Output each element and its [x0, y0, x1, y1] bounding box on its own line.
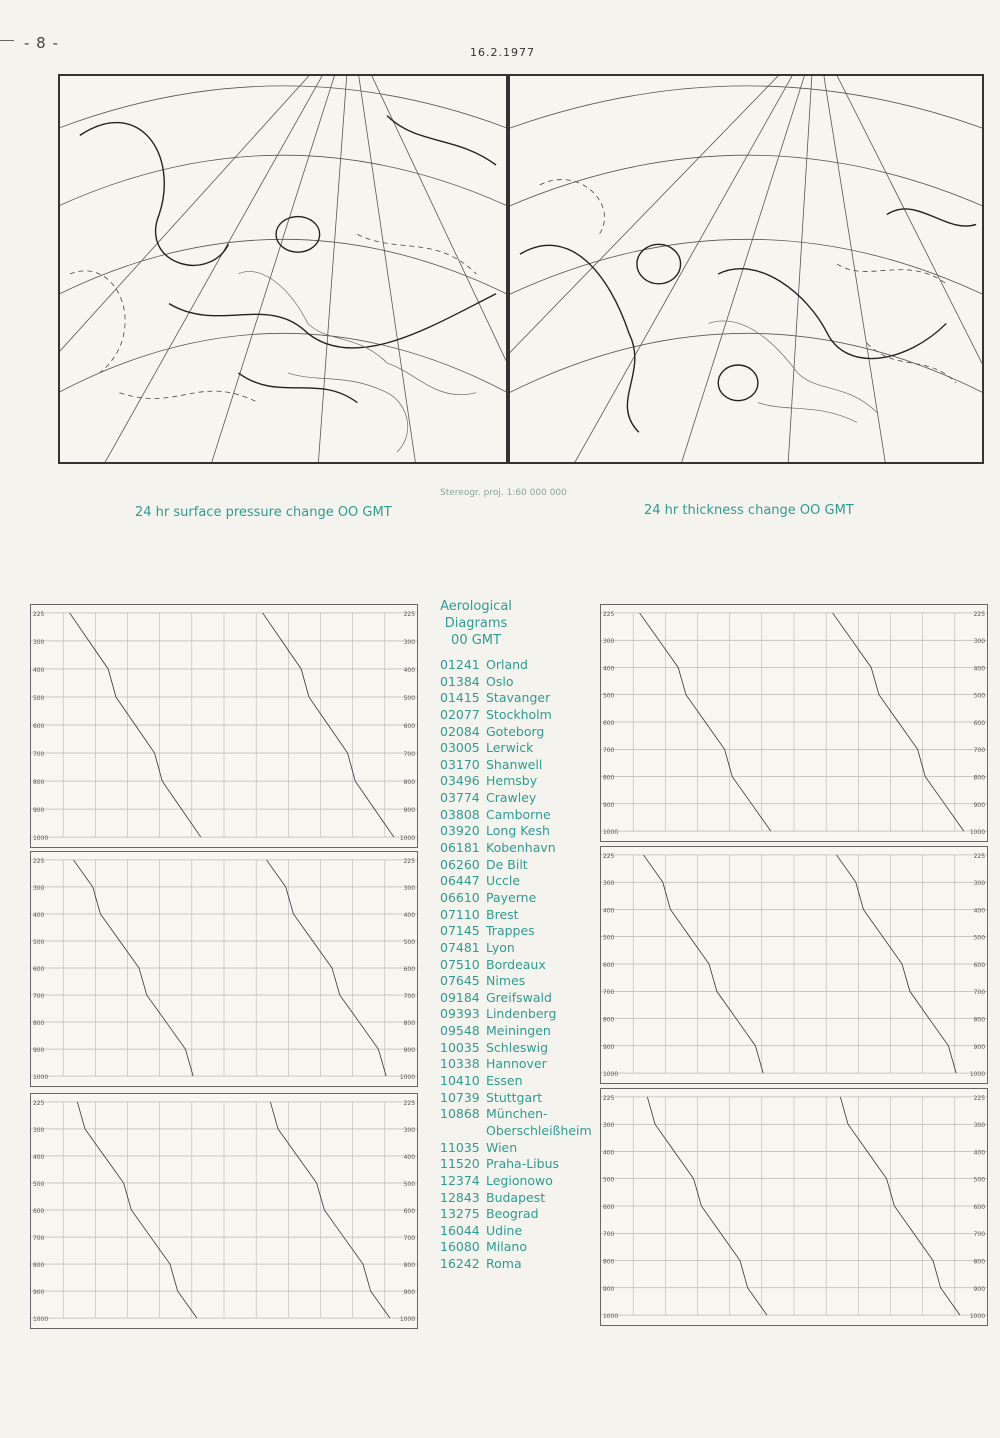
station-name: Long Kesh: [486, 823, 550, 839]
station-entry: [440, 707, 600, 724]
station-id: 10338: [440, 1056, 480, 1072]
thickness-map-graphic: [510, 76, 982, 462]
station-entry: [440, 1006, 600, 1023]
pressure-level-label: 300: [602, 880, 615, 888]
aerological-title-line3: 00 GMT: [451, 633, 501, 648]
station-name: Schleswig: [486, 1039, 549, 1055]
pressure-level-label: 800: [602, 1016, 615, 1024]
station-id: 03170: [440, 756, 480, 772]
station-entry: [440, 1140, 600, 1157]
pressure-level-label: 400: [973, 1149, 986, 1157]
diagram-graphic: [601, 1089, 987, 1325]
station-name: Roma: [486, 1256, 522, 1272]
station-id: 10035: [440, 1039, 480, 1055]
station-name: Hemsby: [486, 773, 538, 789]
pressure-level-label: 1000: [969, 1071, 986, 1079]
station-name: Milano: [486, 1239, 527, 1255]
pressure-level-label: 900: [973, 1285, 986, 1293]
station-id: 01241: [440, 657, 480, 672]
station-name: Wien: [486, 1139, 518, 1155]
pressure-level-label: 800: [403, 1262, 416, 1270]
pressure-level-label: 400: [602, 907, 615, 915]
pressure-level-label: 400: [602, 1149, 615, 1157]
station-id: 01384: [440, 673, 480, 689]
station-id: 03005: [440, 740, 480, 756]
pressure-level-label: 1000: [969, 1313, 986, 1321]
station-id: 16080: [440, 1239, 480, 1255]
station-name: Praha-Libus: [486, 1156, 560, 1172]
pressure-level-label: 700: [602, 989, 615, 997]
aerological-diagram-right-3: [600, 1088, 988, 1326]
pressure-level-label: 700: [403, 993, 416, 1000]
station-entry: [440, 1090, 600, 1107]
pressure-level-label: 800: [973, 1016, 986, 1024]
pressure-level-label: 900: [602, 1285, 615, 1293]
station-id: 06610: [440, 889, 480, 905]
pressure-level-label: 500: [973, 934, 986, 942]
pressure-level-label: 900: [403, 807, 416, 815]
pressure-level-label: 225: [403, 1099, 416, 1107]
pressure-level-label: 1000: [32, 1316, 49, 1324]
left-map-caption: 24 hr surface pressure change OO GMT: [135, 505, 392, 520]
diagram-graphic: [31, 852, 417, 1086]
station-id: 10410: [440, 1073, 480, 1089]
station-entry: [440, 1073, 600, 1090]
pressure-level-label: 600: [403, 965, 416, 973]
station-entry: [440, 957, 600, 974]
station-entry: [440, 973, 600, 990]
station-id: 12374: [440, 1172, 480, 1188]
surface-pressure-map-graphic: [60, 76, 506, 462]
station-entry: [440, 1173, 600, 1190]
station-name: Orland: [486, 657, 528, 672]
pressure-level-label: 900: [602, 1043, 615, 1051]
pressure-level-label: 1000: [399, 1316, 416, 1324]
pressure-level-label: 900: [403, 1289, 416, 1297]
station-entry: [440, 1106, 600, 1139]
aerological-diagram-left-1: [30, 604, 418, 848]
pressure-level-label: 800: [32, 1262, 45, 1270]
station-name: Lindenberg: [486, 1006, 557, 1022]
station-name: Beograd: [486, 1206, 539, 1222]
pressure-level-label: 225: [32, 1099, 45, 1107]
station-id: 01415: [440, 690, 480, 706]
station-entry: [440, 823, 600, 840]
pressure-level-label: 400: [32, 1153, 45, 1161]
pressure-level-label: 225: [403, 857, 416, 865]
station-id: 10739: [440, 1089, 480, 1105]
station-id: 02077: [440, 706, 480, 722]
pressure-level-label: 900: [973, 801, 986, 809]
station-entry: [440, 724, 600, 741]
pressure-level-label: 700: [32, 1235, 45, 1242]
station-entry: [440, 840, 600, 857]
station-entry: [440, 1206, 600, 1223]
pressure-level-label: 500: [403, 694, 416, 702]
pressure-level-label: 500: [602, 692, 615, 700]
pressure-level-label: 225: [973, 1094, 986, 1102]
station-name: Shanwell: [486, 756, 543, 772]
pressure-level-label: 600: [403, 1207, 416, 1215]
projection-note: Stereogr. proj. 1:60 000 000: [440, 488, 567, 498]
station-name: Stuttgart: [486, 1089, 543, 1105]
station-id: 11520: [440, 1156, 480, 1172]
station-entry: [440, 907, 600, 924]
station-id: 07481: [440, 939, 480, 955]
station-entry: [440, 757, 600, 774]
pressure-level-label: 700: [602, 747, 615, 755]
station-id: 16242: [440, 1256, 480, 1272]
station-name: Payerne: [486, 889, 537, 905]
pressure-level-label: 1000: [399, 835, 416, 843]
station-id: 06181: [440, 840, 480, 856]
station-name: Camborne: [486, 806, 551, 822]
pressure-level-label: 1000: [602, 829, 619, 837]
station-id: 07110: [440, 906, 480, 922]
station-name: Hannover: [486, 1056, 547, 1072]
station-id: 03808: [440, 806, 480, 822]
station-name: Stockholm: [486, 706, 552, 722]
pressure-level-label: 300: [602, 638, 615, 646]
station-entry: [440, 1256, 600, 1273]
pressure-level-label: 300: [32, 638, 45, 646]
station-name: Uccle: [486, 873, 521, 889]
pressure-level-label: 600: [973, 961, 986, 969]
pressure-level-label: 400: [973, 907, 986, 915]
station-id: 02084: [440, 723, 480, 739]
station-list: [440, 657, 600, 1273]
pressure-level-label: 300: [403, 884, 416, 892]
pressure-level-label: 400: [403, 911, 416, 919]
pressure-level-label: 500: [973, 692, 986, 700]
pressure-level-label: 225: [602, 610, 615, 618]
station-entry: [440, 1190, 600, 1207]
station-entry: [440, 1156, 600, 1173]
station-entry: [440, 807, 600, 824]
aerological-diagram-right-1: [600, 604, 988, 842]
station-id: 13275: [440, 1206, 480, 1222]
station-name: Greifswald: [486, 989, 552, 1005]
pressure-level-label: 225: [602, 852, 615, 860]
station-name: Goteborg: [486, 723, 545, 739]
station-id: 16044: [440, 1222, 480, 1238]
aerological-diagram-right-2: [600, 846, 988, 1084]
pressure-level-label: 1000: [399, 1074, 416, 1082]
station-entry: [440, 790, 600, 807]
pressure-level-label: 700: [973, 989, 986, 997]
station-name: Meiningen: [486, 1023, 551, 1039]
pressure-level-label: 700: [602, 1231, 615, 1239]
pressure-level-label: 600: [602, 719, 615, 727]
pressure-level-label: 300: [602, 1122, 615, 1130]
pressure-level-label: 700: [403, 751, 416, 758]
pressure-level-label: 800: [602, 774, 615, 782]
pressure-level-label: 1000: [602, 1313, 619, 1321]
station-id: 06260: [440, 856, 480, 872]
station-name: Kobenhavn: [486, 840, 556, 856]
station-name: Stavanger: [486, 690, 551, 706]
pressure-level-label: 900: [32, 1047, 45, 1055]
pressure-level-label: 600: [602, 961, 615, 969]
pressure-level-label: 225: [973, 610, 986, 618]
pressure-level-label: 700: [32, 751, 45, 758]
station-id: 03774: [440, 790, 480, 806]
pressure-level-label: 300: [32, 884, 45, 892]
pressure-level-label: 500: [32, 694, 45, 702]
pressure-level-label: 700: [403, 1235, 416, 1242]
pressure-level-label: 600: [32, 965, 45, 973]
pressure-level-label: 500: [403, 938, 416, 946]
diagram-graphic: [31, 1094, 417, 1328]
pressure-level-label: 800: [602, 1258, 615, 1266]
pressure-level-label: 600: [32, 1207, 45, 1215]
station-name: Nimes: [486, 973, 526, 989]
pressure-level-label: 300: [403, 1126, 416, 1134]
aerological-title-line1: Aerological: [440, 599, 512, 614]
pressure-level-label: 400: [32, 911, 45, 919]
pressure-level-label: 600: [403, 722, 416, 730]
station-entry: [440, 890, 600, 907]
station-id: 07145: [440, 923, 480, 939]
station-entry: [440, 1056, 600, 1073]
pressure-level-label: 600: [32, 722, 45, 730]
pressure-level-label: 800: [403, 1020, 416, 1028]
station-entry: [440, 1040, 600, 1057]
station-id: 09184: [440, 989, 480, 1005]
station-id: 06447: [440, 873, 480, 889]
pressure-level-label: 225: [403, 610, 416, 618]
station-entry: [440, 923, 600, 940]
pressure-level-label: 900: [32, 807, 45, 815]
diagram-graphic: [31, 605, 417, 847]
pressure-level-label: 500: [602, 934, 615, 942]
page-date: 16.2.1977: [470, 46, 535, 59]
station-entry: [440, 773, 600, 790]
station-name: Bordeaux: [486, 956, 546, 972]
station-entry: [440, 690, 600, 707]
station-entry: [440, 990, 600, 1007]
pressure-level-label: 900: [602, 801, 615, 809]
aerological-title-line2: Diagrams: [444, 616, 508, 631]
pressure-level-label: 900: [403, 1047, 416, 1055]
right-map-caption: 24 hr thickness change OO GMT: [644, 503, 854, 518]
station-id: 12843: [440, 1189, 480, 1205]
pressure-level-label: 900: [32, 1289, 45, 1297]
aerological-diagram-left-3: [30, 1093, 418, 1329]
station-entry: [440, 1239, 600, 1256]
pressure-level-label: 500: [602, 1176, 615, 1184]
station-entry: [440, 740, 600, 757]
pressure-level-label: 600: [973, 1203, 986, 1211]
station-entry: [440, 940, 600, 957]
station-entry: [440, 674, 600, 691]
pressure-level-label: 400: [602, 665, 615, 673]
station-name: München-Oberschleißheim: [486, 1106, 592, 1138]
station-id: 09393: [440, 1006, 480, 1022]
edge-rule: [0, 40, 14, 41]
pressure-level-label: 900: [973, 1043, 986, 1051]
station-name: Udine: [486, 1222, 523, 1238]
surface-pressure-change-map: [58, 74, 508, 464]
station-name: Trappes: [486, 923, 535, 939]
station-entry: [440, 1223, 600, 1240]
pressure-level-label: 800: [973, 1258, 986, 1266]
aerological-title: [438, 598, 514, 649]
station-entry: [440, 657, 600, 674]
station-id: 03496: [440, 773, 480, 789]
pressure-level-label: 300: [973, 638, 986, 646]
station-id: 09548: [440, 1023, 480, 1039]
station-name: Crawley: [486, 790, 537, 806]
pressure-level-label: 225: [602, 1094, 615, 1102]
station-name: Lerwick: [486, 740, 534, 756]
station-name: Brest: [486, 906, 519, 922]
pressure-level-label: 300: [973, 880, 986, 888]
pressure-level-label: 500: [403, 1180, 416, 1188]
pressure-level-label: 225: [32, 610, 45, 618]
station-entry: [440, 1023, 600, 1040]
pressure-level-label: 1000: [602, 1071, 619, 1079]
station-id: 07510: [440, 956, 480, 972]
station-name: Oslo: [486, 673, 514, 689]
pressure-level-label: 700: [973, 747, 986, 755]
pressure-level-label: 1000: [32, 835, 49, 843]
diagram-graphic: [601, 605, 987, 841]
pressure-level-label: 400: [32, 666, 45, 674]
pressure-level-label: 800: [973, 774, 986, 782]
station-id: 03920: [440, 823, 480, 839]
pressure-level-label: 500: [32, 938, 45, 946]
pressure-level-label: 500: [973, 1176, 986, 1184]
pressure-level-label: 300: [403, 638, 416, 646]
station-entry: [440, 873, 600, 890]
pressure-level-label: 700: [32, 993, 45, 1000]
pressure-level-label: 700: [973, 1231, 986, 1239]
pressure-level-label: 300: [32, 1126, 45, 1134]
station-name: Essen: [486, 1073, 523, 1089]
thickness-change-map: [508, 74, 984, 464]
pressure-level-label: 600: [602, 1203, 615, 1211]
page-number: - 8 -: [24, 34, 59, 52]
pressure-level-label: 800: [403, 779, 416, 787]
station-id: 11035: [440, 1139, 480, 1155]
pressure-level-label: 800: [32, 779, 45, 787]
pressure-level-label: 1000: [32, 1074, 49, 1082]
pressure-level-label: 225: [973, 852, 986, 860]
station-name: Budapest: [486, 1189, 546, 1205]
pressure-level-label: 500: [32, 1180, 45, 1188]
diagram-graphic: [601, 847, 987, 1083]
aerological-diagram-left-2: [30, 851, 418, 1087]
pressure-level-label: 400: [403, 666, 416, 674]
station-id: 10868: [440, 1106, 480, 1122]
station-entry: [440, 857, 600, 874]
pressure-level-label: 225: [32, 857, 45, 865]
pressure-level-label: 400: [973, 665, 986, 673]
station-id: 07645: [440, 973, 480, 989]
station-name: Lyon: [486, 939, 515, 955]
pressure-level-label: 400: [403, 1153, 416, 1161]
pressure-level-label: 300: [973, 1122, 986, 1130]
pressure-level-label: 1000: [969, 829, 986, 837]
station-name: De Bilt: [486, 856, 528, 872]
station-name: Legionowo: [486, 1172, 553, 1188]
pressure-level-label: 600: [973, 719, 986, 727]
pressure-level-label: 800: [32, 1020, 45, 1028]
